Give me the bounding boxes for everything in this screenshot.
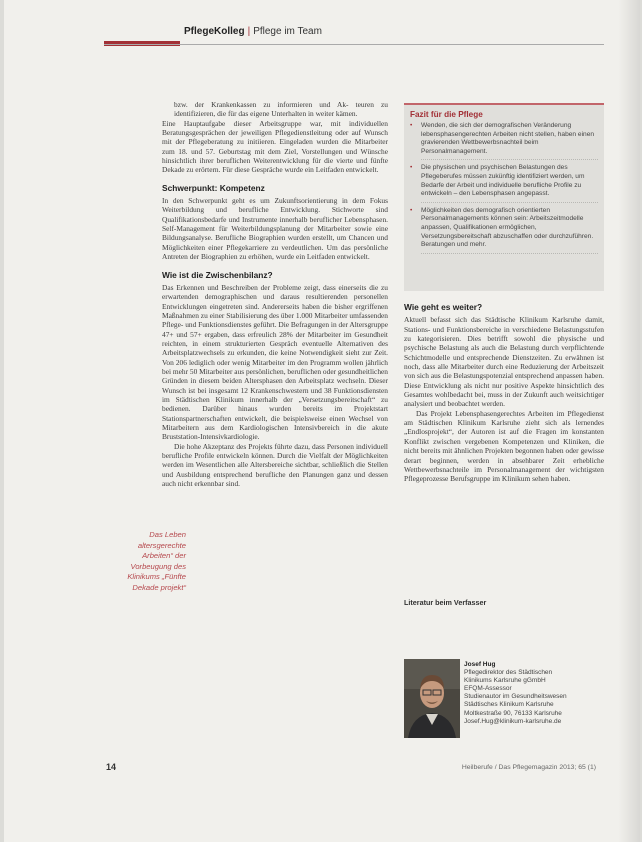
- summary-item-text: Wenden, die sich der demografischen Veränderung lebensphasengerechten Arbeiten nicht stellen, haben einen gravierenden Wettbewerbsnachteil beim Personalmanagement.: [421, 122, 598, 160]
- left-paragraph-5: Die hohe Akzeptanz des Projekts führte dazu, dass Personen individuell berufliche Profile entwickeln können. Durch die Vielfalt der Möglichkeiten werden im Wesentlichen alle Altersbereiche sichtbar, schließlich die Stellen und Ausbildung entsprechend berufliche den Planungen ganz und dessen auch nicht erkennbar sind.: [162, 441, 388, 489]
- summary-box-title: Fazit für die Pflege: [410, 110, 483, 119]
- author-line: Städtisches Klinikum Karlsruhe: [464, 701, 554, 709]
- bullet-icon: •: [410, 164, 413, 172]
- page-shadow: [618, 0, 640, 842]
- header-section: Pflege im Team: [253, 26, 322, 37]
- summary-box: [404, 103, 604, 291]
- magazine-page: [4, 0, 640, 842]
- header-brand: PflegeKolleg: [184, 26, 245, 37]
- author-line: Pflegedirektor des Städtischen: [464, 669, 553, 677]
- left-column: [162, 100, 388, 488]
- left-heading-1: Schwerpunkt: Kompetenz: [162, 182, 265, 193]
- journal-footer: Heilberufe / Das Pflegemagazin 2013; 65 (1): [461, 764, 596, 771]
- summary-item: [410, 122, 598, 160]
- left-heading-2: Wie ist die Zwischenbilanz?: [162, 269, 273, 280]
- author-info: [464, 661, 604, 726]
- summary-item: [410, 207, 598, 254]
- author-line: Moltkestraße 90, 76133 Karlsruhe: [464, 709, 562, 717]
- pull-quote: Das Leben altersgerechte Arbeiten“ der Vorbeugung des Klinikums „Fünfte Dekade projekt“: [127, 530, 186, 592]
- literature-note: Literatur beim Verfasser: [404, 598, 487, 607]
- page-number: 14: [106, 762, 117, 772]
- author-photo: [404, 659, 460, 738]
- summary-item: [410, 164, 598, 202]
- left-paragraph-3: In den Schwerpunkt geht es um Zukunftsorientierung in dem Fokus Weiterbildung und berufliche Entwicklung. Stichworte sind Qualifikationsbedarfe und Instrumente innerhalb beruflicher Lebensphasen. Self-Management für Weiterbildungsplanung der Mitarbeiter sowie eine Bildungsanalyse. Berufliche Biographien wurden erstellt, um Chancen und Möglichkeiten einer Pflegekarriere zu verdeutlichen. Um das persönliche Antreten der Biographien zu erhöhen, wurde ein Leitfaden entwickelt.: [162, 196, 388, 262]
- summary-item-text: Die physischen und psychischen Belastungen des Pflegeberufes müssen zukünftig identifiziert werden, um Bedarfe der Arbeit und individuelle berufliche Profile zu entwickeln – den Lebensphasen angepasst.: [421, 164, 598, 202]
- author-line: Klinikums Karlsruhe gGmbH: [464, 677, 546, 685]
- right-column: [404, 303, 604, 484]
- right-paragraph-1: Aktuell befasst sich das Städtische Klinikum Karlsruhe damit, Stations- und Funktionsbereiche in verschiedene Belastungsstufen zu kategorisieren. Dies betrifft sowohl die physische und psychische Belastung als auch die Belastung durch verpflichtende Schichtmodelle und entsprechende Dienstzeiten. Zu erwähnen ist noch, dass alle Mitarbeiter durch eine Reduzierung der Arbeitszeit von sich aus die Belastungspotenzial entsprechend anpassen haben. Diese Entwicklung als nicht nur positive Aspekte hinsichtlich des Gesamtes wohlbedacht bei, muss in der Zukunft auch weitsichtiger analysiert und beobachtet werden.: [404, 315, 604, 409]
- summary-item-text: Möglichkeiten des demografisch orientierten Personalmanagements können sein: Arbeitszeitmodelle anpassen, Qualifikationen ermöglichen, Versetzungsbereitschaft abzuschaffen oder durchzuführen. Beratungen und mehr.: [421, 207, 598, 254]
- header-rule: [104, 44, 604, 45]
- left-paragraph-4: Das Erkennen und Beschreiben der Probleme zeigt, dass einerseits die zu erwartenden demographischen und daraus resultierenden personellen Entwicklungen eingetreten sind. Andererseits haben die bisher ergriffenen Maßnahmen zu einer Stabilisierung des über 1.000 Mitarbeiter umfassenden Pflege- und Funktionsdienstes geführt. Die Befragungen in der Altersgruppe 47+ und 57+ ergaben, dass erfreulich 28% der Mitarbeiter im Gesundheit reichten, in einem strukturierten Gespräch eventuelle Alternativen des Arbeitsplatzwechsels zu erkunden, die keine Notwendigkeit sieht zur Zeit. Von 206 lediglich oder wenig Mitarbeiter im den Programm wollen jährlich bei mehr 50 Mitarbeiter aus persönlichen, beruflichen oder gesundheitlichen Gründen in diesem beiden Altersphasen den Arbeitsplatz wechseln. Dieser Wunsch ist bei insgesamt 12 Krankenschwestern und 38 Funktionsdiensten im Städtischen Klinikum innerhalb der „Versetzungsbereitschaft“ zu bedienen. Darüber hinaus wurden bereits im Projektstart Stationspartnerschaften entwickelt, die beispielsweise einen Wechsel von Mitarbeitern aus dem Kardiologischen Intensivbereich in die akute Bruststation-Intensivkardiologie.: [162, 282, 388, 442]
- left-paragraph-2: Eine Hauptaufgabe dieser Arbeitsgruppe war, mit individuellen Beratungsgesprächen der jeweiligen Pflegedienstleitung oder auf Wunsch mit der Pflegeberatung zu initiieren. Eingeladen wurden die Mitarbeiter zum 18. und 57. Geburtstag mit dem Ziel, Vorstellungen und Wünsche hinsichtlich ihrer beruflichen Weiterentwicklung für die vierte und fünfte Dekade zu erörtern. Für diese Gespräche wurde ein Leitfaden entwickelt.: [162, 118, 388, 175]
- author-name: Josef Hug: [464, 661, 496, 668]
- right-paragraph-2: Das Projekt Lebensphasengerechtes Arbeiten im Pflegedienst am Städtischen Klinikum Karlsruhe zieht sich als lernendes „Endlosprojekt“, der Autoren ist auf die Fragen im konstanten Konflikt zwischen vergebenen Kompetenzen und Kliniken, die nicht bereits mit ähnlichen Projekten begonnen haben oder gewisse derart beginnen, werden in absehbarer Zeit erhebliche Wettbewerbsnachteile im Personalmanagement der wichtigsten Pflegeprozesse Berufsgruppe im Klinikum sehen haben.: [404, 408, 604, 484]
- author-portrait-icon: [404, 659, 460, 738]
- left-paragraph-1: bzw. der Krankenkassen zu informieren und Ak- teuren zu identifizieren, die für das eigene Unterhalten in weiter kämen.: [174, 100, 388, 119]
- right-heading-1: Wie geht es weiter?: [404, 302, 483, 312]
- author-line: EFQM-Assessor: [464, 685, 512, 693]
- header-separator: |: [247, 26, 251, 37]
- bullet-icon: •: [410, 206, 413, 214]
- author-line: Studienautor im Gesundheitswesen: [464, 693, 567, 701]
- summary-box-list: [404, 122, 604, 254]
- running-header: [184, 26, 322, 37]
- author-email: Josef.Hug@klinikum-karlsruhe.de: [464, 717, 562, 725]
- bullet-icon: •: [410, 122, 413, 129]
